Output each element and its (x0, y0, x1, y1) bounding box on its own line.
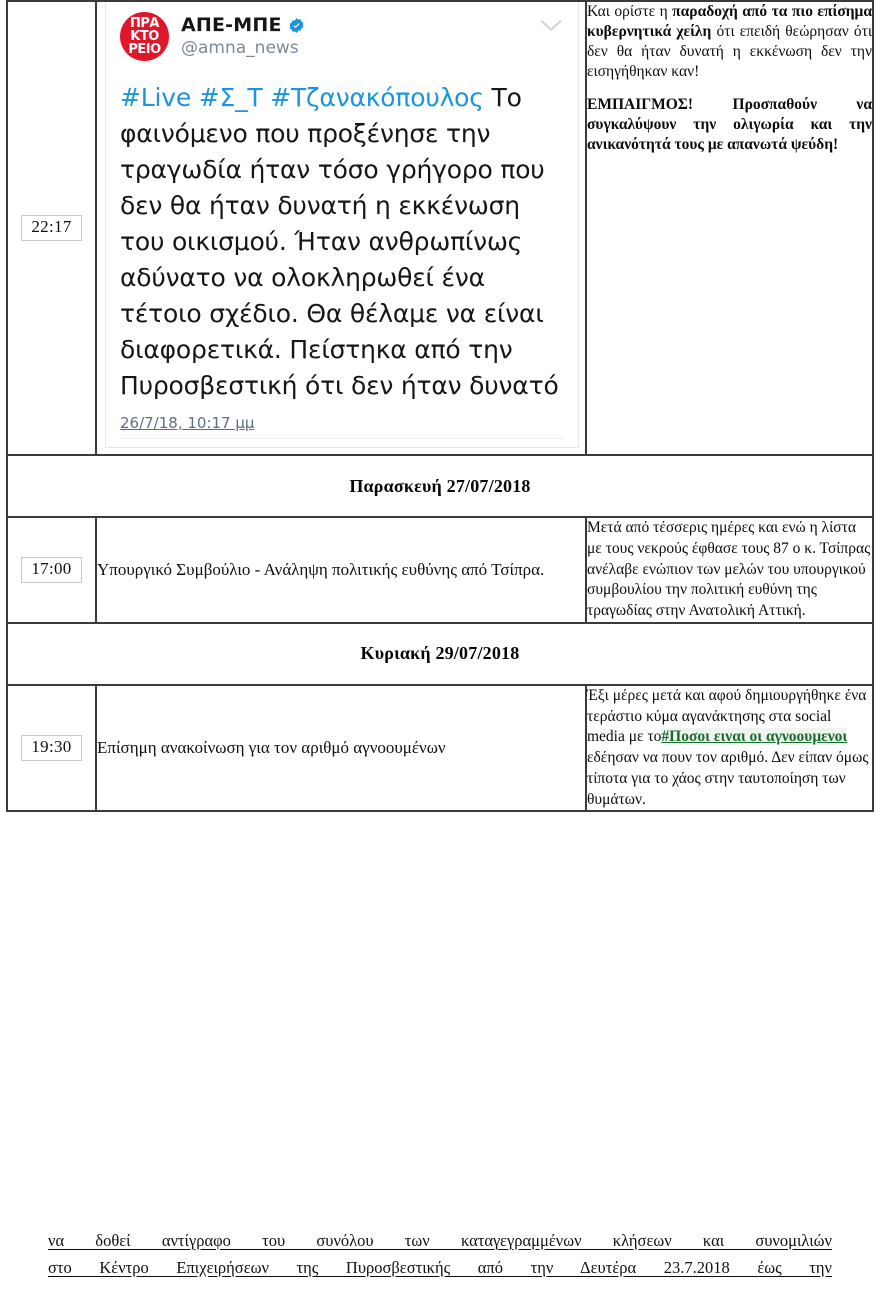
commentary-paragraph-1 (587, 2, 872, 83)
commentary-post: εδέησαν να πουν τον αριθμό. Δεν είπαν όμως τίποτα για το χάος στην ταυτοποίηση των θυμάτων. (587, 749, 869, 808)
tweet-body (120, 80, 564, 404)
time-cell (7, 517, 96, 623)
tweet-account-names (181, 12, 305, 58)
footer-paragraph (48, 1228, 832, 1281)
tweet-embed-cell (96, 1, 586, 455)
avatar-line-3: ΡΕΙΟ (128, 42, 161, 57)
table-row (7, 685, 873, 812)
time-cell (7, 1, 96, 455)
commentary-text: Μετά από τέσσερις ημέρες και ενώ η λίστα με τους νεκρούς έφθασε τους 87 ο κ. Τσίπρας ανέλαβε ενώπιον των μελών του υπουργικού συμβουλίου την πολιτική ευθύνη της τραγωδίας στην Ανατολική Αττική. (587, 519, 871, 620)
commentary-text (587, 686, 872, 811)
commentary-cell (586, 685, 873, 812)
table-row (7, 517, 873, 623)
tweet-name-row (181, 14, 305, 36)
footer-line-1: να δοθεί αντίγραφο του συνόλου των καταγεγραμμένων κλήσεων και συνομιλιών (48, 1231, 832, 1250)
date-header-label: Κυριακή 29/07/2018 (360, 643, 520, 664)
commentary-pre: Έξι μέρες μετά και αφού δημιουργήθηκε ένα τεράστιο κύμα αγανάκτησης στα social media με το (587, 686, 867, 746)
event-text: Υπουργικό Συμβούλιο - Ανάληψη πολιτικής ευθύνης από Τσίπρα. (97, 559, 545, 579)
commentary-cell (586, 1, 873, 455)
commentary-p2-bold: ΕΜΠΑΙΓΜΟΣ! Προσπαθούν να συγκαλύψουν την ολιγωρία και την ανικανότητά τους με απανωτά ψεύδη! (587, 95, 872, 153)
commentary-p1-post: ότι επειδή θεώρησαν ότι δεν θα ήταν δυνατή η εκκένωση δεν την εισηγήθηκαν καν! (587, 23, 872, 81)
tweet-card[interactable] (105, 2, 579, 448)
commentary-text (587, 2, 872, 155)
tweet-header (120, 12, 564, 64)
tweet-handle[interactable]: @amna_news (181, 38, 299, 58)
time-badge: 17:00 (21, 557, 81, 583)
timeline-table (6, 0, 874, 812)
time-cell (7, 685, 96, 812)
table-row (7, 1, 873, 455)
avatar[interactable] (120, 12, 169, 61)
commentary-p1-pre: Και ορίστε η (587, 3, 673, 20)
date-header-cell-sunday (7, 623, 873, 685)
chevron-down-icon[interactable] (540, 18, 562, 32)
tweet-card-footer-spacer (120, 439, 564, 447)
event-text: Επίσημη ανακοίνωση για τον αριθμό αγνοουμένων (97, 737, 446, 757)
date-header-row (7, 455, 873, 517)
commentary-cell (586, 517, 873, 623)
avatar-line-2: ΚΤΟ (130, 29, 159, 44)
footer-line-2: στο Κέντρο Επιχειρήσεων της Πυροσβεστικής από την Δευτέρα 23.7.2018 έως την (48, 1257, 832, 1277)
verified-badge-icon (288, 17, 305, 34)
event-cell (96, 517, 586, 623)
date-header-row (7, 623, 873, 685)
hashtag-link[interactable]: #Ποσοι ειναι οι αγνοουμενοι (661, 728, 848, 746)
tweet-body-text: Το φαινόμενο που προξένησε την τραγωδία ήταν τόσο γρήγορο που δεν θα ήταν δυνατή η εκκένωση του οικισμού. Ήταν ανθρωπίνως αδύνατο να ολοκληρωθεί ένα τέτοιο σχέδιο. Θα θέλαμε να είναι διαφορετικά. Πείστηκα από την Πυροσβεστική ότι δεν ήταν δυνατό (120, 83, 559, 400)
time-badge: 22:17 (21, 215, 81, 241)
tweet-hashtags[interactable]: #Live #Σ_Τ #Τζανακόπουλος (120, 83, 484, 112)
avatar-line-1: ΠΡΑ (130, 16, 159, 31)
time-badge: 19:30 (21, 735, 81, 761)
tweet-timestamp[interactable]: 26/7/18, 10:17 μμ (120, 414, 564, 439)
tweet-display-name[interactable]: ΑΠΕ-ΜΠΕ (181, 14, 282, 36)
commentary-paragraph-2 (587, 95, 872, 155)
event-cell (96, 685, 586, 812)
commentary-p1-bold: παραδοχή από τα πιο επίσημα κυβερνητικά χείλη (587, 3, 872, 41)
date-header-label: Παρασκευή 27/07/2018 (349, 475, 531, 496)
date-header-cell-friday (7, 455, 873, 517)
